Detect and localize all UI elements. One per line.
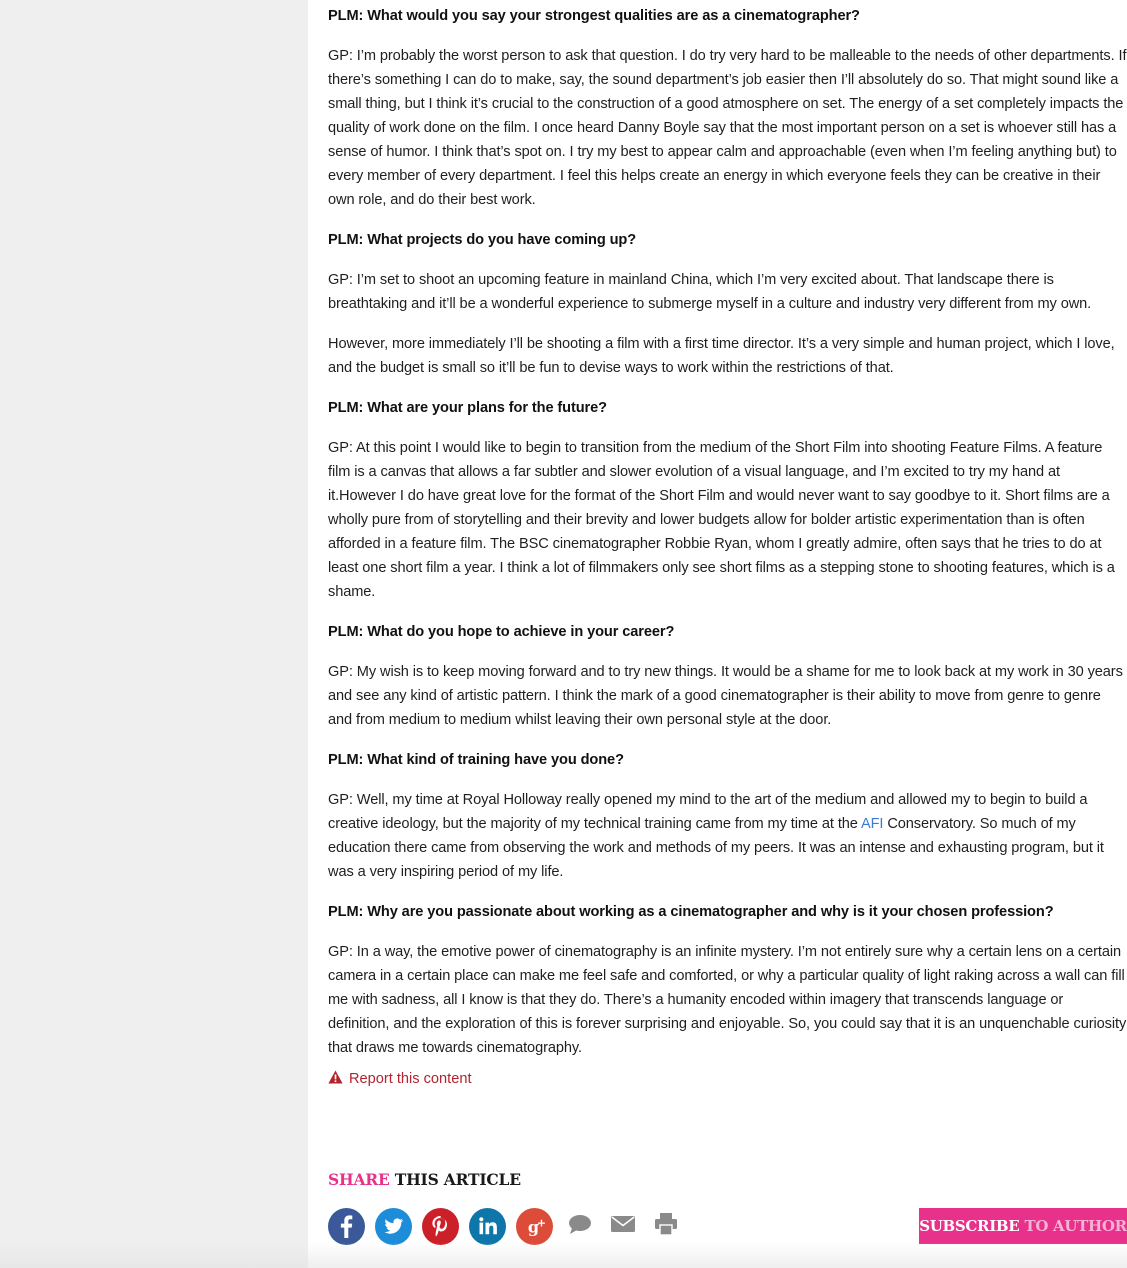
- interview-answer: GP: At this point I would like to begin to transition from the medium of the Short Film into shooting Feature Films. A feature film is a canvas that allows a far subtler and slower evolution of a visual language, and I’m excited to try my hand at it.However I do have great love for the format of the Short Film and would never want to say goodbye to it. Short films are a wholly pure from of storytelling and their brevity and lower budgets allow for bolder artistic experimentation than is often afforded in a feature film. The BSC cinematographer Robbie Ryan, whom I greatly admire, often says that he tries to do at least one short film a year. I think a lot of filmmakers only see short films as a stepping stone to shooting features, which is a shame.: [328, 440, 1115, 600]
- facebook-share-button[interactable]: [328, 1208, 365, 1245]
- linkedin-icon: [469, 1208, 506, 1245]
- print-button[interactable]: [649, 1208, 682, 1245]
- afi-link[interactable]: AFI: [860, 816, 884, 832]
- google-plus-icon: [516, 1208, 553, 1245]
- report-label: Report this content: [349, 1071, 472, 1087]
- twitter-share-button[interactable]: [375, 1208, 412, 1245]
- warning-icon: [328, 1070, 343, 1088]
- svg-text:g: g: [527, 1217, 540, 1237]
- email-icon: [610, 1214, 636, 1239]
- facebook-icon: [328, 1208, 365, 1245]
- training-answer-before: GP: Well, my time at Royal Holloway really opened my mind to the art of the medium and allowed my to begin to build a creative ideology, but the majority of my technical training came from my time at the: [328, 792, 1088, 832]
- interview-question: PLM: What projects do you have coming up?: [328, 232, 637, 248]
- linkedin-share-button[interactable]: [469, 1208, 506, 1245]
- interview-answer: GP: I’m probably the worst person to ask that question. I do try very hard to be malleable to the needs of other departments. If there’s something I can do to make, say, the sound department’s job easier then I’ll absolutely do so. That might sound like a small thing, but I think it’s crucial to the construction of a good atmosphere on set. The energy of a set completely impacts the quality of work done on the film. I once heard Danny Boyle say that the most important person on a set is whoever still has a sense of humor. I think that’s spot on. I try my best to appear calm and approachable (even when I’m feeling anything but) to every member of every department. I feel this helps create an energy in which everyone feels they can be creative in their own role, and do their best work.: [328, 48, 1127, 208]
- answer-passion: GP: In a way, the emotive power of cinematography is an infinite mystery. I’m not entirely sure why a certain lens on a certain camera in a certain place can make me feel safe and comforted, or why a particular quality of light raking across a wall can fill me with sadness, all I know is that they do. There’s a humanity encoded within imagery that transcends language or definition, and the exploration of this is forever surprising and enjoyable. So, you could say that it is an unquenchable curiosity that draws me towards cinematography.: [328, 944, 1127, 1056]
- comment-button[interactable]: [563, 1208, 596, 1245]
- left-gutter: [0, 0, 308, 1268]
- question-passion: PLM: Why are you passionate about working as a cinematographer and why is it your chosen profession?: [328, 904, 1054, 920]
- interview-answer: However, more immediately I’ll be shooting a film with a first time director. It’s a very simple and human project, which I love, and the budget is small so it’ll be fun to devise ways to work within the restrictions of that.: [328, 336, 1115, 376]
- print-icon: [653, 1212, 679, 1241]
- subscribe-label-main: SUBSCRIBE: [919, 1217, 1020, 1235]
- share-heading-accent: SHARE: [328, 1170, 390, 1189]
- comment-icon: [567, 1213, 593, 1240]
- training-answer-after: Conservatory. So much of my education there came from observing the work and methods of my peers. It was an intense and exhausting program, but it was a very inspiring period of my life.: [328, 816, 1104, 880]
- interview-paragraphs: [328, 4, 1127, 772]
- interview-question: PLM: What kind of training have you done?: [328, 752, 624, 768]
- interview-question: PLM: What do you hope to achieve in your career?: [328, 624, 675, 640]
- twitter-icon: [375, 1208, 412, 1245]
- interview-question: PLM: What are your plans for the future?: [328, 400, 607, 416]
- interview-question: PLM: What would you say your strongest qualities are as a cinematographer?: [328, 8, 860, 24]
- google-plus-share-button[interactable]: [516, 1208, 553, 1245]
- pinterest-icon: [422, 1208, 459, 1245]
- training-answer: [328, 788, 1127, 884]
- subscribe-to-author-button[interactable]: [919, 1208, 1127, 1244]
- subscribe-label-rest: TO AUTHOR: [1024, 1217, 1127, 1235]
- email-button[interactable]: [606, 1208, 639, 1245]
- article-body: [328, 4, 1127, 1088]
- svg-text:+: +: [536, 1216, 547, 1230]
- interview-answer: GP: My wish is to keep moving forward and to try new things. It would be a shame for me to look back at my work in 30 years and see any kind of artistic pattern. I think the mark of a good cinematographer is their ability to move from genre to genre and from medium to medium whilst leaving their own personal style at the door.: [328, 664, 1123, 728]
- share-heading: [328, 1170, 521, 1189]
- share-buttons: [328, 1208, 682, 1245]
- report-content-link[interactable]: [328, 1070, 1127, 1088]
- interview-answer: GP: I’m set to shoot an upcoming feature in mainland China, which I’m very excited about. That landscape there is breathtaking and it’ll be a wonderful experience to submerge myself in a culture and industry very different from my own.: [328, 272, 1092, 312]
- pinterest-share-button[interactable]: [422, 1208, 459, 1245]
- share-heading-rest: THIS ARTICLE: [394, 1170, 521, 1189]
